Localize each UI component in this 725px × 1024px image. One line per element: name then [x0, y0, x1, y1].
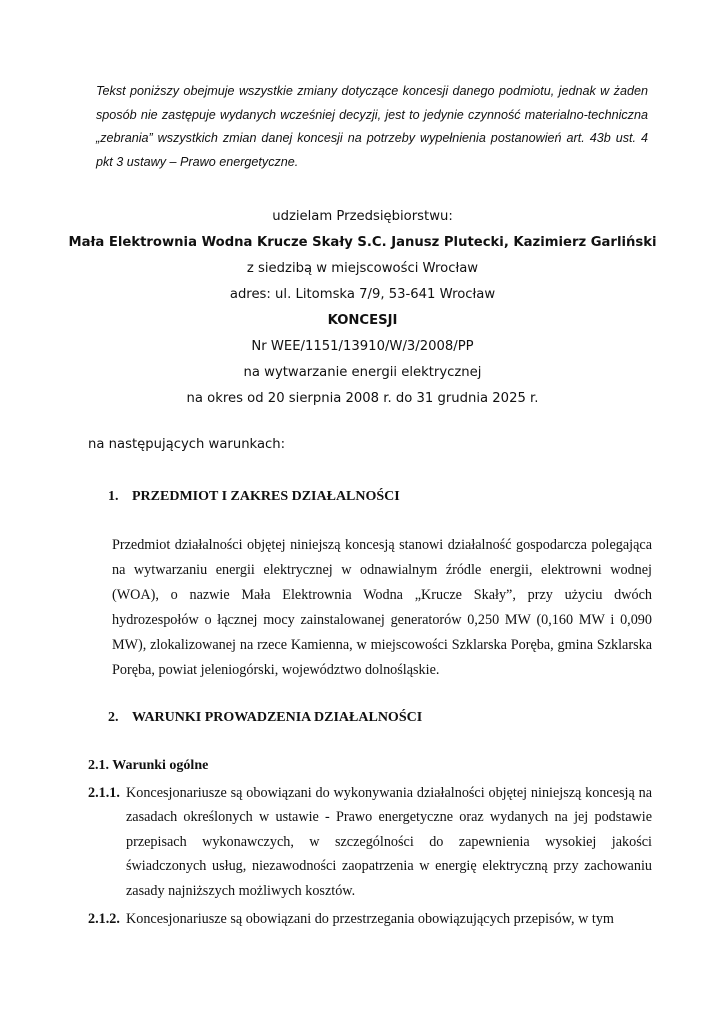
subsection-2-1-heading: 2.1. Warunki ogólne	[88, 758, 209, 773]
section-1-body: Przedmiot działalności objętej niniejszą koncesją stanowi działalność gospodarcza polegająca na wytwarzaniu energii elektrycznej w odnawialnym źródle energii, elektrowni wodnej (WOA), o nazwie Mała Elektrownia Wodna „Krucze Skały”, przy użyciu dwóch hydrozespołów o łącznej mocy zainstalowanej generatorów 0,250 MW (0,160 MW i 0,090 MW), zlokalizowanej na rzece Kamienna, w miejscowości Szklarska Poręba, gmina Szklarska Poręba, powiat jeleniogórski, województwo dolnośląskie.	[112, 537, 652, 678]
clause-text: Koncesjonariusze są obowiązani do wykonywania działalności objętej niniejszą koncesją na zasadach określonych w ustawie - Prawo energetyczne oraz wydanych na jej podstawie przepisach wykonawczych, w szczególności do zapewnienia wysokiej jakości świadczonych usług, niezawodności zaopatrzenia w energię elektryczną przy zachowaniu zasady najniższych możliwych kosztów.	[126, 785, 652, 899]
grant-line: udzielam Przedsiębiorstwu:	[272, 209, 453, 224]
clause-2-1-1	[88, 781, 652, 903]
clause-2-1-2	[88, 907, 652, 931]
company-seat: z siedzibą w miejscowości Wrocław	[246, 261, 479, 276]
grant-block	[0, 204, 725, 412]
license-number: Nr WEE/1151/13910/W/3/2008/PP	[251, 339, 474, 354]
section-2-title: WARUNKI PROWADZENIA DZIAŁALNOŚCI	[132, 710, 423, 725]
license-period: na okres od 20 sierpnia 2008 r. do 31 grudnia 2025 r.	[186, 391, 539, 406]
section-1-heading	[108, 489, 400, 505]
clause-number: 2.1.1.	[88, 785, 120, 801]
conditions-intro: na następujących warunkach:	[88, 437, 286, 452]
company-address: adres: ul. Litomska 7/9, 53-641 Wrocław	[229, 287, 496, 302]
clause-number: 2.1.2.	[88, 911, 120, 927]
clause-text: Koncesjonariusze są obowiązani do przestrzegania obowiązujących przepisów, w tym	[126, 911, 614, 927]
company-name: Mała Elektrownia Wodna Krucze Skały S.C. Janusz Plutecki, Kazimierz Garliński	[68, 235, 657, 250]
license-scope: na wytwarzanie energii elektrycznej	[243, 365, 482, 380]
intro-note: Tekst poniższy obejmuje wszystkie zmiany dotyczące koncesji danego podmiotu, jednak w żaden sposób nie zastępuje wydanych wcześniej decyzji, jest to jedynie czynność materialno-techniczna „zebrania” wszystkich zmian danej koncesji na potrzeby wypełnienia postanowień art. 43b ust. 4 pkt 3 ustawy – Prawo energetyczne.	[96, 84, 648, 169]
section-1-number: 1.	[108, 489, 119, 504]
section-2-heading	[108, 710, 422, 726]
section-2-number: 2.	[108, 710, 119, 725]
section-1-title: PRZEDMIOT I ZAKRES DZIAŁALNOŚCI	[132, 489, 400, 504]
koncesji-heading: KONCESJI	[327, 313, 398, 328]
